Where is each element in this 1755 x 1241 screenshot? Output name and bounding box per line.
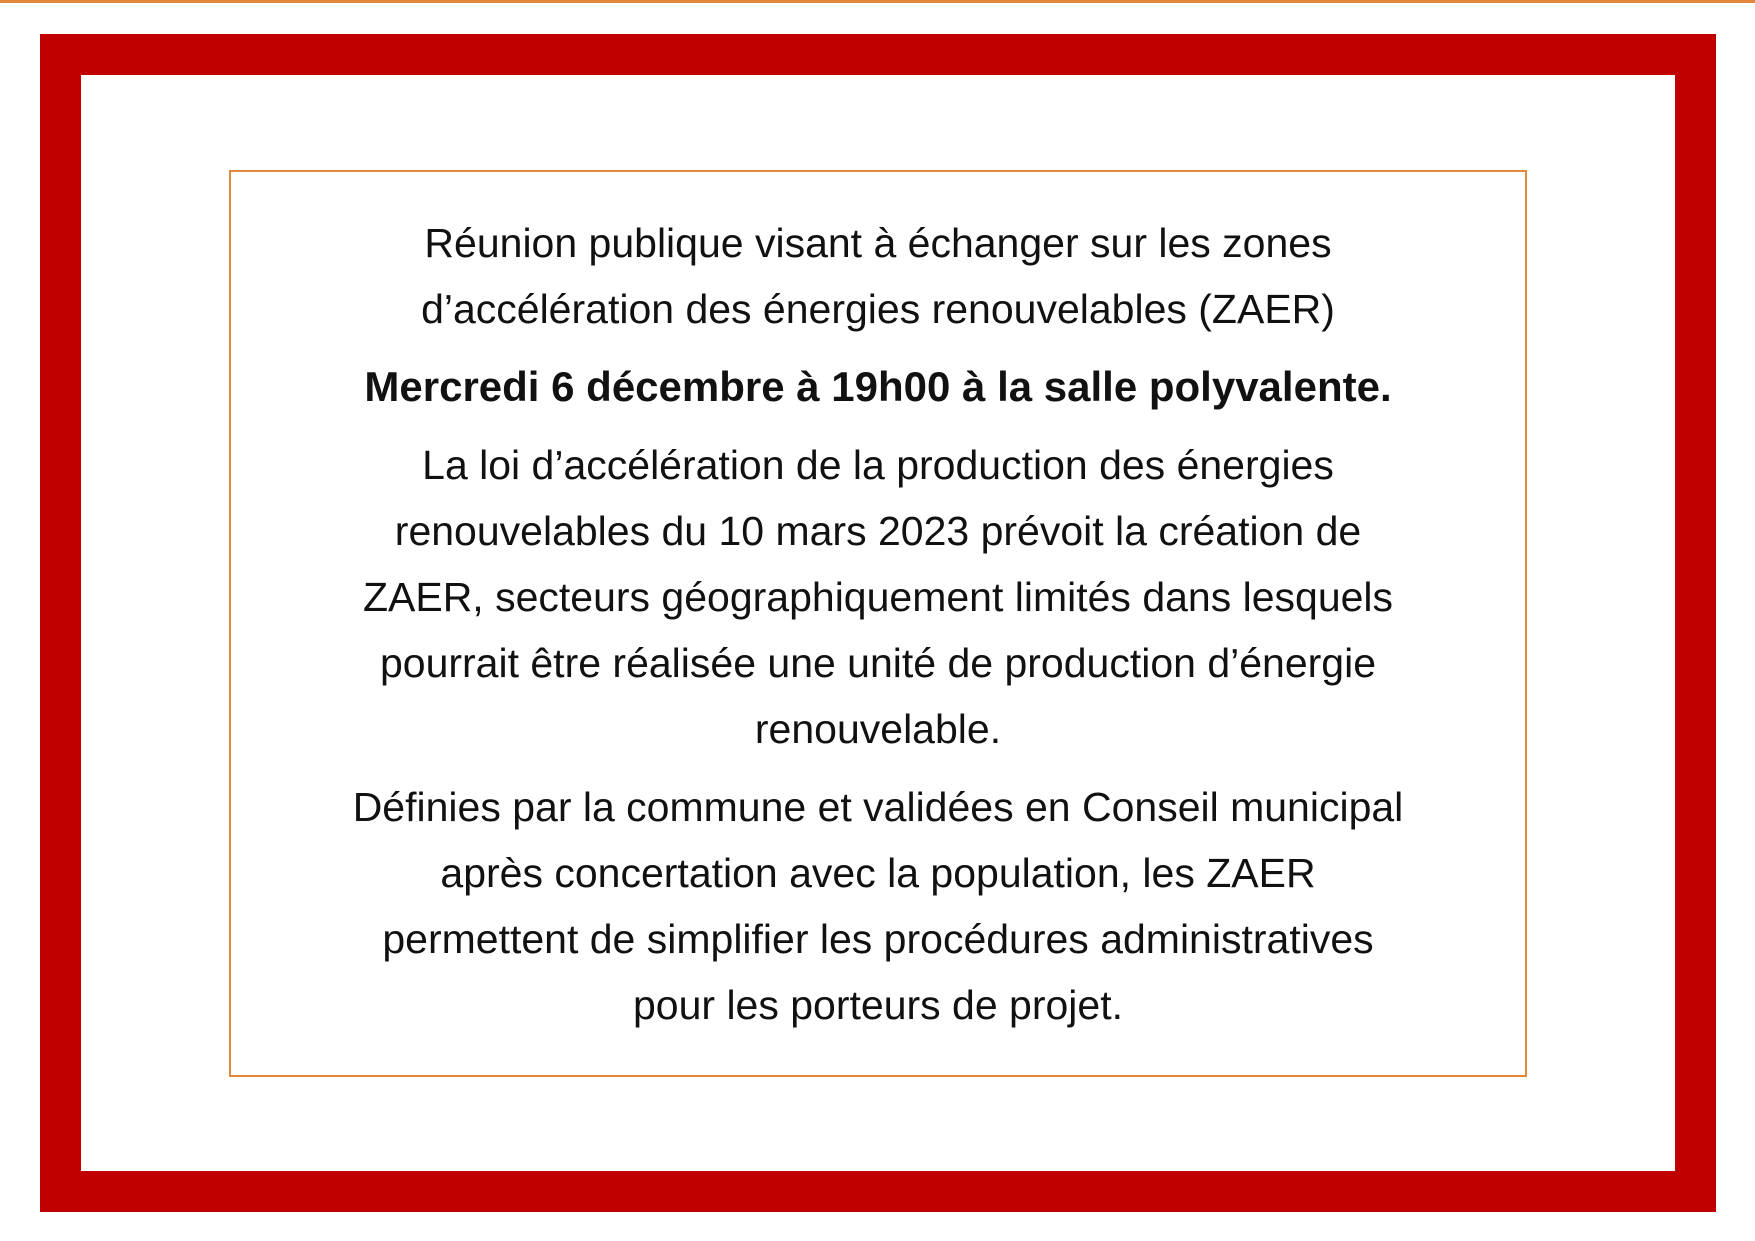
definition-line-2: après concertation avec la population, les ZAER <box>440 849 1316 896</box>
law-line-5: renouvelable. <box>754 705 1002 752</box>
intro-paragraph <box>247 210 1509 342</box>
definition-line-4: pour les porteurs de projet. <box>633 981 1123 1028</box>
law-paragraph <box>247 432 1509 762</box>
meeting-date-line: Mercredi 6 décembre à 19h00 à la salle polyvalente. <box>364 362 1392 410</box>
law-line-4: pourrait être réalisée une unité de production d’énergie <box>379 639 1377 686</box>
law-line-2: renouvelables du 10 mars 2023 prévoit la création de <box>394 507 1362 554</box>
top-divider-line <box>0 0 1755 3</box>
definition-paragraph <box>247 774 1509 1038</box>
notice-text-box <box>229 170 1527 1077</box>
intro-line-2: d’accélération des énergies renouvelables (ZAER) <box>421 285 1335 332</box>
law-line-3: ZAER, secteurs géographiquement limités dans lesquels <box>362 573 1394 620</box>
law-line-1: La loi d’accélération de la production des énergies <box>422 441 1334 488</box>
definition-line-3: permettent de simplifier les procédures administratives <box>382 915 1374 962</box>
definition-line-1: Définies par la commune et validées en Conseil municipal <box>352 783 1404 830</box>
intro-line-1: Réunion publique visant à échanger sur les zones <box>424 219 1332 266</box>
